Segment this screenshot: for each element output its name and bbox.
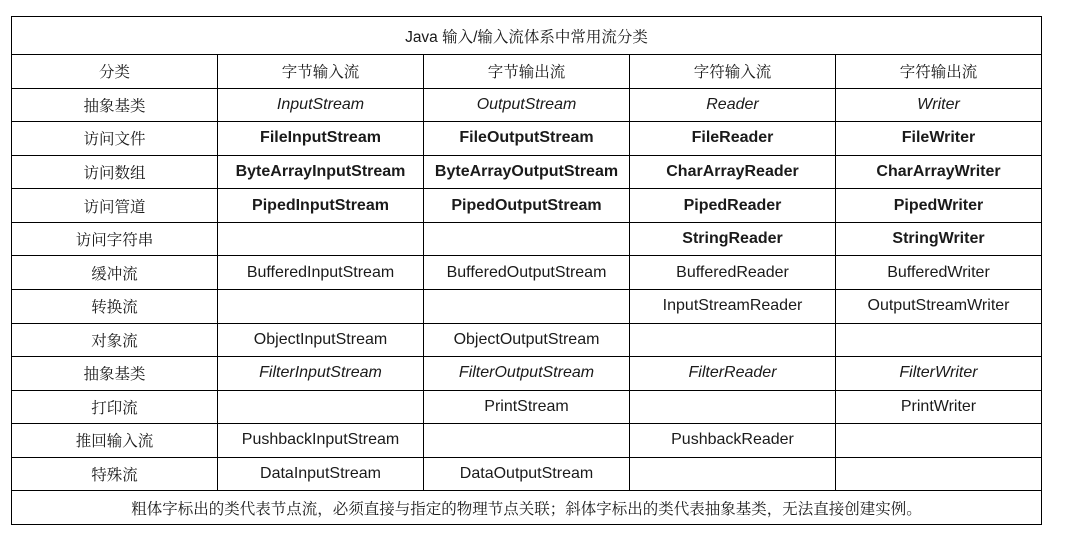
table-cell: Writer	[836, 88, 1042, 122]
table-cell	[630, 390, 836, 424]
table-cell	[218, 390, 424, 424]
column-header-byte-input: 字节输入流	[218, 55, 424, 89]
table-cell: BufferedReader	[630, 256, 836, 290]
table-cell: FilterReader	[630, 357, 836, 391]
table-cell	[218, 222, 424, 256]
table-row	[12, 222, 1042, 256]
table-cell: FilterInputStream	[218, 357, 424, 391]
table-row	[12, 256, 1042, 290]
title-row	[12, 17, 1042, 55]
table-cell: ByteArrayInputStream	[218, 155, 424, 189]
table-cell: DataOutputStream	[424, 457, 630, 491]
table-cell: PipedReader	[630, 189, 836, 223]
row-category: 访问数组	[12, 155, 218, 189]
row-category: 推回输入流	[12, 424, 218, 458]
column-header-char-input: 字符输入流	[630, 55, 836, 89]
table-cell	[424, 289, 630, 323]
column-header-char-output: 字符输出流	[836, 55, 1042, 89]
table-cell: FileInputStream	[218, 122, 424, 156]
table-cell: BufferedOutputStream	[424, 256, 630, 290]
table-cell: PipedWriter	[836, 189, 1042, 223]
java-io-stream-table	[11, 16, 1042, 525]
table-row	[12, 122, 1042, 156]
table-cell: CharArrayWriter	[836, 155, 1042, 189]
row-category: 访问管道	[12, 189, 218, 223]
footnote-row	[12, 491, 1042, 525]
table-row	[12, 457, 1042, 491]
table-title: Java 输入/输入流体系中常用流分类	[12, 17, 1042, 55]
table-cell: StringWriter	[836, 222, 1042, 256]
row-category: 抽象基类	[12, 88, 218, 122]
table-cell: ObjectOutputStream	[424, 323, 630, 357]
footnote: 粗体字标出的类代表节点流，必须直接与指定的物理节点关联；斜体字标出的类代表抽象基类，无法直接创建实例。	[12, 491, 1042, 525]
table-cell: BufferedWriter	[836, 256, 1042, 290]
row-category: 访问字符串	[12, 222, 218, 256]
table-cell: PushbackInputStream	[218, 424, 424, 458]
table-row	[12, 390, 1042, 424]
table-row	[12, 189, 1042, 223]
table-cell: Reader	[630, 88, 836, 122]
column-header-byte-output: 字节输出流	[424, 55, 630, 89]
table-cell: ByteArrayOutputStream	[424, 155, 630, 189]
table-cell	[836, 424, 1042, 458]
table-cell	[836, 457, 1042, 491]
header-row	[12, 55, 1042, 89]
row-category: 转换流	[12, 289, 218, 323]
row-category: 缓冲流	[12, 256, 218, 290]
table-cell: PrintStream	[424, 390, 630, 424]
table-row	[12, 424, 1042, 458]
table-cell	[630, 323, 836, 357]
column-header-category: 分类	[12, 55, 218, 89]
table-cell	[424, 222, 630, 256]
table-cell: InputStream	[218, 88, 424, 122]
table-row	[12, 289, 1042, 323]
table-cell: FilterOutputStream	[424, 357, 630, 391]
table-cell: PipedOutputStream	[424, 189, 630, 223]
row-category: 访问文件	[12, 122, 218, 156]
table-row	[12, 155, 1042, 189]
table-cell: PipedInputStream	[218, 189, 424, 223]
table-cell: FileWriter	[836, 122, 1042, 156]
table-cell	[424, 424, 630, 458]
table-cell	[630, 457, 836, 491]
row-category: 对象流	[12, 323, 218, 357]
row-category: 抽象基类	[12, 357, 218, 391]
table-cell	[836, 323, 1042, 357]
table-cell: DataInputStream	[218, 457, 424, 491]
table-cell: PushbackReader	[630, 424, 836, 458]
table-cell: StringReader	[630, 222, 836, 256]
table-cell: OutputStream	[424, 88, 630, 122]
table-cell: PrintWriter	[836, 390, 1042, 424]
table-row	[12, 357, 1042, 391]
table-cell: FileOutputStream	[424, 122, 630, 156]
table-cell: OutputStreamWriter	[836, 289, 1042, 323]
table-cell: InputStreamReader	[630, 289, 836, 323]
table-cell	[218, 289, 424, 323]
table-cell: BufferedInputStream	[218, 256, 424, 290]
table-cell: CharArrayReader	[630, 155, 836, 189]
table-row	[12, 323, 1042, 357]
row-category: 打印流	[12, 390, 218, 424]
row-category: 特殊流	[12, 457, 218, 491]
table-cell: FileReader	[630, 122, 836, 156]
table-cell: ObjectInputStream	[218, 323, 424, 357]
table-row	[12, 88, 1042, 122]
table-cell: FilterWriter	[836, 357, 1042, 391]
